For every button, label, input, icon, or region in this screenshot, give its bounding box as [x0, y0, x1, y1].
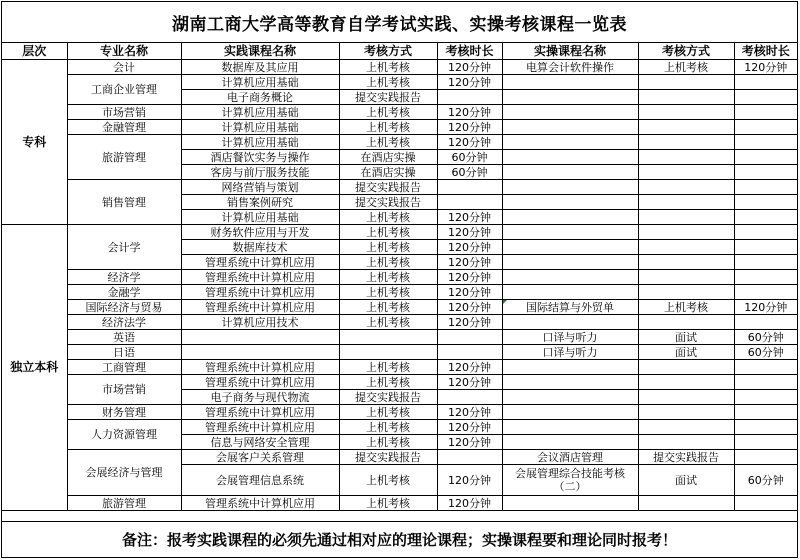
op-duration-cell [734, 75, 797, 90]
method-cell [339, 330, 437, 345]
course-cell: 销售案例研究 [181, 195, 339, 210]
op-method-cell [638, 375, 734, 390]
op-course-cell [502, 105, 638, 120]
op-course-cell [502, 195, 638, 210]
method-cell: 上机考核 [339, 225, 437, 240]
op-duration-cell: 60分钟 [734, 345, 797, 360]
method-cell: 上机考核 [339, 60, 437, 75]
course-cell: 数据库技术 [181, 240, 339, 255]
op-method-cell [638, 105, 734, 120]
op-duration-cell [734, 435, 797, 450]
method-cell: 提交实践报告 [339, 180, 437, 195]
method-cell: 在酒店实操 [339, 150, 437, 165]
method-cell: 上机考核 [339, 465, 437, 496]
page-title: 湖南工商大学高等教育自学考试实践、实操考核课程一览表 [2, 2, 797, 43]
duration-cell: 120分钟 [437, 225, 502, 240]
op-course-cell [502, 75, 638, 90]
table-row [2, 180, 797, 195]
major-cell: 国际经济与贸易 [67, 300, 181, 315]
table-row [2, 75, 797, 90]
major-cell: 英语 [67, 330, 181, 345]
duration-cell: 120分钟 [437, 270, 502, 285]
op-course-cell [502, 120, 638, 135]
course-cell: 计算机应用基础 [181, 105, 339, 120]
method-cell: 上机考核 [339, 210, 437, 225]
header-row [2, 43, 797, 60]
op-course-text: 国际结算与外贸单 [526, 300, 614, 314]
table-row [2, 450, 797, 465]
header-practice-course: 实践课程名称 [181, 43, 339, 60]
table-row [2, 60, 797, 75]
duration-cell: 120分钟 [437, 300, 502, 315]
course-cell: 计算机应用基础 [181, 210, 339, 225]
major-cell: 财务管理 [67, 405, 181, 420]
op-duration-cell [734, 285, 797, 300]
op-duration-cell: 120分钟 [734, 60, 797, 75]
major-cell: 会计学 [67, 225, 181, 270]
method-cell: 在酒店实操 [339, 165, 437, 180]
method-cell [339, 345, 437, 360]
course-cell: 计算机应用技术 [181, 315, 339, 330]
op-method-cell [638, 165, 734, 180]
course-table [2, 43, 797, 511]
op-method-cell [638, 435, 734, 450]
table-row [2, 120, 797, 135]
op-method-cell [638, 315, 734, 330]
duration-cell: 120分钟 [437, 315, 502, 330]
course-cell: 管理系统中计算机应用 [181, 300, 339, 315]
duration-cell: 120分钟 [437, 405, 502, 420]
table-row [2, 420, 797, 435]
op-duration-cell: 60分钟 [734, 330, 797, 345]
header-duration: 考核时长 [437, 43, 502, 60]
op-method-cell [638, 135, 734, 150]
op-method-cell [638, 90, 734, 105]
op-course-cell: 会展管理综合技能考核（二） [502, 465, 638, 496]
op-course-cell [502, 420, 638, 435]
course-cell: 信息与网络安全管理 [181, 435, 339, 450]
op-method-cell: 上机考核 [638, 300, 734, 315]
spreadsheet [1, 1, 798, 558]
course-cell: 管理系统中计算机应用 [181, 255, 339, 270]
table-row [2, 360, 797, 375]
table-row [2, 135, 797, 150]
course-cell: 管理系统中计算机应用 [181, 496, 339, 511]
op-method-cell: 上机考核 [638, 60, 734, 75]
op-course-cell [502, 90, 638, 105]
course-cell: 计算机应用基础 [181, 135, 339, 150]
op-course-cell [502, 240, 638, 255]
method-cell: 上机考核 [339, 315, 437, 330]
op-method-cell: 面试 [638, 330, 734, 345]
op-duration-cell [734, 496, 797, 511]
course-cell: 管理系统中计算机应用 [181, 405, 339, 420]
course-cell: 管理系统中计算机应用 [181, 375, 339, 390]
major-cell: 金融管理 [67, 120, 181, 135]
op-method-cell [638, 270, 734, 285]
table-row [2, 405, 797, 420]
major-cell: 日语 [67, 345, 181, 360]
major-cell: 金融学 [67, 285, 181, 300]
duration-cell [437, 330, 502, 345]
course-cell: 数据库及其应用 [181, 60, 339, 75]
op-method-cell [638, 255, 734, 270]
table-row [2, 315, 797, 330]
op-method-cell [638, 120, 734, 135]
course-cell: 财务软件应用与开发 [181, 225, 339, 240]
op-duration-cell [734, 390, 797, 405]
duration-cell: 120分钟 [437, 496, 502, 511]
op-method-cell [638, 180, 734, 195]
op-duration-cell [734, 150, 797, 165]
op-course-cell [502, 300, 638, 315]
level-cell: 独立本科 [2, 225, 67, 511]
op-method-cell [638, 390, 734, 405]
course-cell: 管理系统中计算机应用 [181, 285, 339, 300]
method-cell: 上机考核 [339, 496, 437, 511]
op-course-cell [502, 360, 638, 375]
op-method-cell [638, 150, 734, 165]
course-cell: 酒店餐饮实务与操作 [181, 150, 339, 165]
table-row [2, 330, 797, 345]
duration-cell: 120分钟 [437, 135, 502, 150]
op-course-cell [502, 285, 638, 300]
op-duration-cell [734, 255, 797, 270]
method-cell: 提交实践报告 [339, 390, 437, 405]
table-row [2, 285, 797, 300]
major-cell: 旅游管理 [67, 135, 181, 180]
footer-note: 备注：报考实践课程的必须先通过相对应的理论课程；实操课程要和理论同时报考！ [2, 521, 797, 557]
op-course-cell [502, 390, 638, 405]
table-row [2, 225, 797, 240]
op-course-cell [502, 210, 638, 225]
op-course-cell [502, 315, 638, 330]
op-duration-cell [734, 375, 797, 390]
op-course-cell [502, 405, 638, 420]
course-cell: 客房与前厅服务技能 [181, 165, 339, 180]
op-duration-cell [734, 360, 797, 375]
method-cell: 上机考核 [339, 105, 437, 120]
op-course-cell [502, 255, 638, 270]
op-duration-cell [734, 90, 797, 105]
duration-cell [437, 390, 502, 405]
major-cell: 旅游管理 [67, 496, 181, 511]
op-method-cell [638, 496, 734, 511]
method-cell: 上机考核 [339, 120, 437, 135]
op-method-cell [638, 210, 734, 225]
duration-cell: 120分钟 [437, 285, 502, 300]
method-cell: 上机考核 [339, 300, 437, 315]
major-cell: 会计 [67, 60, 181, 75]
major-cell: 经济法学 [67, 315, 181, 330]
level-cell: 专科 [2, 60, 67, 225]
method-cell: 上机考核 [339, 135, 437, 150]
table-row [2, 375, 797, 390]
duration-cell: 120分钟 [437, 210, 502, 225]
table-row [2, 300, 797, 315]
op-method-cell [638, 195, 734, 210]
course-cell: 管理系统中计算机应用 [181, 420, 339, 435]
op-duration-cell [734, 225, 797, 240]
table-row [2, 345, 797, 360]
op-duration-cell [734, 165, 797, 180]
duration-cell [437, 90, 502, 105]
table-row [2, 496, 797, 511]
duration-cell: 120分钟 [437, 105, 502, 120]
duration-cell: 120分钟 [437, 240, 502, 255]
method-cell: 上机考核 [339, 270, 437, 285]
method-cell: 上机考核 [339, 255, 437, 270]
table-row [2, 270, 797, 285]
method-cell: 上机考核 [339, 420, 437, 435]
op-course-cell [502, 496, 638, 511]
op-course-cell [502, 135, 638, 150]
op-duration-cell [734, 105, 797, 120]
major-cell: 会展经济与管理 [67, 450, 181, 496]
cell-comment-marker [503, 300, 507, 304]
op-method-cell: 面试 [638, 345, 734, 360]
op-course-cell [502, 165, 638, 180]
op-duration-cell [734, 135, 797, 150]
major-cell: 工商管理 [67, 360, 181, 375]
duration-cell: 120分钟 [437, 435, 502, 450]
op-course-cell [502, 150, 638, 165]
method-cell: 提交实践报告 [339, 450, 437, 465]
op-method-cell [638, 75, 734, 90]
course-cell: 计算机应用基础 [181, 120, 339, 135]
major-cell: 市场营销 [67, 375, 181, 405]
method-cell: 提交实践报告 [339, 195, 437, 210]
op-course-cell [502, 435, 638, 450]
course-cell: 会展管理信息系统 [181, 465, 339, 496]
op-method-cell [638, 360, 734, 375]
duration-cell [437, 450, 502, 465]
method-cell: 上机考核 [339, 285, 437, 300]
method-cell: 上机考核 [339, 375, 437, 390]
op-duration-cell [734, 315, 797, 330]
course-cell: 电子商务概论 [181, 90, 339, 105]
op-duration-cell: 120分钟 [734, 300, 797, 315]
duration-cell [437, 345, 502, 360]
op-duration-cell [734, 120, 797, 135]
major-cell: 工商企业管理 [67, 75, 181, 105]
op-course-cell [502, 225, 638, 240]
op-method-cell [638, 420, 734, 435]
header-operation-course: 实操课程名称 [502, 43, 638, 60]
op-course-cell: 口译与听力 [502, 345, 638, 360]
duration-cell: 120分钟 [437, 465, 502, 496]
header-major: 专业名称 [67, 43, 181, 60]
method-cell: 上机考核 [339, 405, 437, 420]
course-cell [181, 345, 339, 360]
course-cell: 管理系统中计算机应用 [181, 360, 339, 375]
op-duration-cell [734, 420, 797, 435]
course-cell: 网络营销与策划 [181, 180, 339, 195]
op-duration-cell [734, 405, 797, 420]
major-cell: 销售管理 [67, 180, 181, 225]
op-duration-cell [734, 270, 797, 285]
major-cell: 市场营销 [67, 105, 181, 120]
course-cell [181, 330, 339, 345]
table-row [2, 105, 797, 120]
duration-cell: 120分钟 [437, 120, 502, 135]
op-course-cell: 会议酒店管理 [502, 450, 638, 465]
duration-cell: 60分钟 [437, 165, 502, 180]
duration-cell: 120分钟 [437, 75, 502, 90]
op-method-cell: 提交实践报告 [638, 450, 734, 465]
duration-cell [437, 180, 502, 195]
major-cell: 经济学 [67, 270, 181, 285]
op-duration-cell [734, 180, 797, 195]
header-level: 层次 [2, 43, 67, 60]
method-cell: 上机考核 [339, 240, 437, 255]
duration-cell: 120分钟 [437, 360, 502, 375]
header-method: 考核方式 [339, 43, 437, 60]
course-cell: 管理系统中计算机应用 [181, 270, 339, 285]
op-course-cell [502, 180, 638, 195]
duration-cell: 120分钟 [437, 60, 502, 75]
duration-cell: 120分钟 [437, 420, 502, 435]
op-method-cell: 面试 [638, 465, 734, 496]
method-cell: 上机考核 [339, 75, 437, 90]
method-cell: 上机考核 [339, 435, 437, 450]
header-op-method: 考核方式 [638, 43, 734, 60]
course-cell: 计算机应用基础 [181, 75, 339, 90]
method-cell: 提交实践报告 [339, 90, 437, 105]
op-method-cell [638, 285, 734, 300]
course-cell: 会展客户关系管理 [181, 450, 339, 465]
op-duration-cell: 60分钟 [734, 465, 797, 496]
op-method-cell [638, 240, 734, 255]
op-duration-cell [734, 210, 797, 225]
major-cell: 人力资源管理 [67, 420, 181, 450]
op-duration-cell [734, 450, 797, 465]
op-course-cell [502, 375, 638, 390]
op-course-cell: 口译与听力 [502, 330, 638, 345]
header-op-duration: 考核时长 [734, 43, 797, 60]
duration-cell: 60分钟 [437, 150, 502, 165]
op-method-cell [638, 405, 734, 420]
op-course-cell: 电算会计软件操作 [502, 60, 638, 75]
method-cell: 上机考核 [339, 360, 437, 375]
op-duration-cell [734, 195, 797, 210]
duration-cell [437, 195, 502, 210]
op-method-cell [638, 225, 734, 240]
op-duration-cell [734, 240, 797, 255]
duration-cell: 120分钟 [437, 255, 502, 270]
op-course-cell [502, 270, 638, 285]
course-cell: 电子商务与现代物流 [181, 390, 339, 405]
duration-cell: 120分钟 [437, 375, 502, 390]
